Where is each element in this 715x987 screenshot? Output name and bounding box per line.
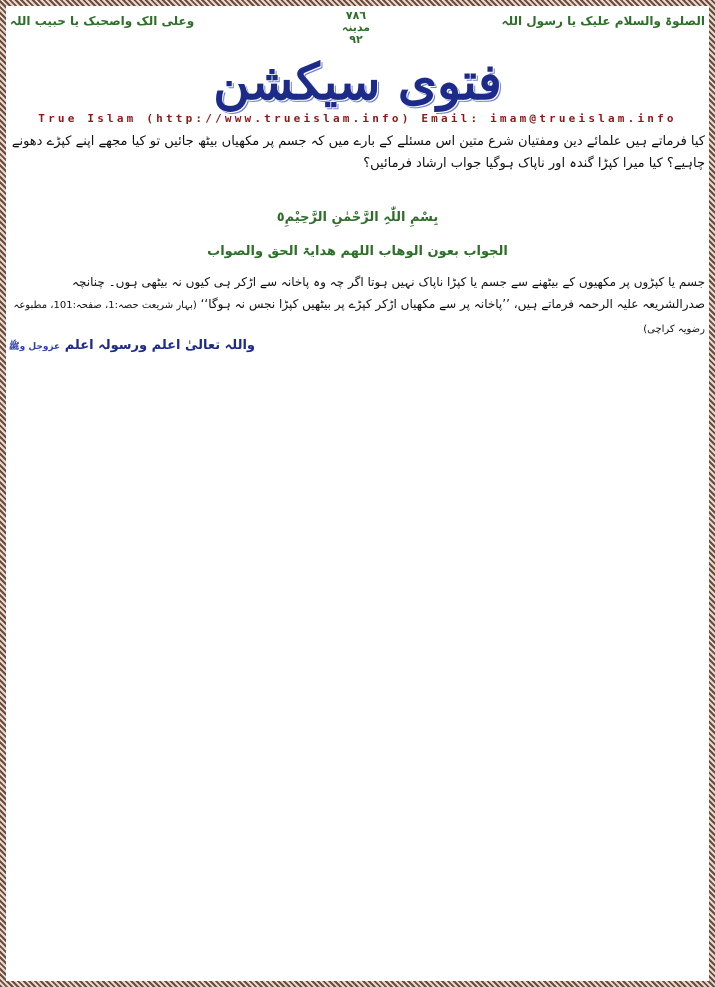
closing-text: واللہ تعالیٰ اعلم ورسولہ اعلم	[64, 338, 255, 353]
answer-reference: (بہار شریعت حصہ:1، صفحہ:101، مطبوعہ رضویہ کراچی)	[13, 300, 705, 335]
header-bar	[6, 10, 709, 50]
bismillah: بِسْمِ اللّٰہِ الرَّحْمٰنِ الرَّحِیْمِ٥	[276, 210, 439, 225]
answer-text	[10, 271, 705, 341]
closing-line	[9, 338, 255, 354]
honorific-seal: عزوجل وﷺ	[8, 342, 61, 352]
salutation-right: الصلوۃ والسلام علیک یا رسول اللہ	[501, 14, 705, 28]
contact-line[interactable]: True Islam (http://www.trueislam.info) Email: imam@trueislam.info	[38, 112, 677, 125]
answer-heading: الجواب بعون الوھاب اللھم ھدایۃ الحق والصواب	[207, 244, 508, 259]
salutation-left: وعلی الک واصحبک یا حبیب اللہ	[10, 14, 195, 28]
emblem-word: مدینہ	[341, 21, 371, 34]
page-title: فتوی سیکشن	[213, 52, 502, 111]
emblem-number-top: ٧٨٦	[345, 9, 367, 22]
emblem-number-bottom: ٩٢	[349, 33, 363, 46]
document-page	[6, 6, 709, 981]
answer-body: جسم یا کپڑوں پر مکھیوں کے بیٹھنے سے جسم یا کپڑا ناپاک نہیں ہوتا اگر چہ وہ پاخانہ سے اڑکر ہی کیوں نہ بیٹھی ہوں۔ چنانچہ صدرالشریعہ علیہ الرحمہ فرماتے ہیں، ’’پاخانہ پر سے مکھیاں اڑکر کپڑے پر بیٹھیں کپڑا نجس نہ ہوگا‘‘	[72, 275, 705, 311]
madina-emblem	[326, 10, 386, 46]
question-text: کیا فرماتے ہیں علمائے دین ومفتیان شرع متین اس مسئلے کے بارے میں کہ جسم پر مکھیاں بیٹھ جائیں تو کیا مجھے اپنے کپڑے دھونے چاہیے؟ کیا میرا کپڑا گندہ اور ناپاک ہوگیا جواب ارشاد فرمائیں؟	[11, 134, 705, 171]
